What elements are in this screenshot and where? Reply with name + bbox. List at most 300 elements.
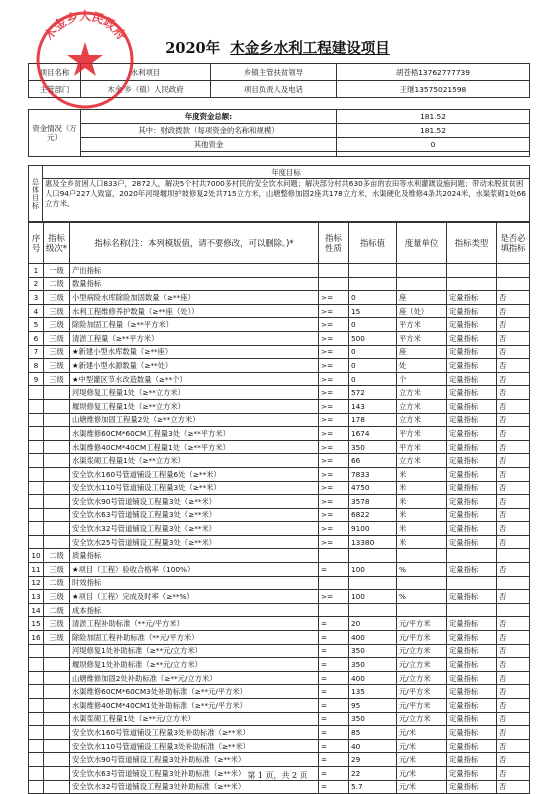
cell-level	[44, 427, 70, 441]
cell-level: 三级	[44, 590, 70, 604]
table-row	[29, 495, 530, 509]
project-name-value: 水利项目	[81, 64, 211, 81]
cell-unit: 立方米	[397, 413, 447, 427]
table-row	[29, 576, 530, 590]
cell-level	[44, 753, 70, 767]
cell-value: 13380	[349, 535, 397, 549]
cell-nature: =	[319, 671, 349, 685]
funds-label: 资金情况（万元）	[29, 110, 81, 157]
table-row	[29, 331, 530, 345]
cell-name: 安全饮水110号管道铺设工程量3处补助标准（≥**米）	[70, 739, 319, 753]
cell-seq	[29, 399, 44, 413]
cell-name: 水渠维修40CM*40CM工程量1处（≥**平方米）	[70, 440, 319, 454]
cell-unit	[397, 576, 447, 590]
table-row	[29, 318, 530, 332]
cell-seq	[29, 726, 44, 740]
cell-value: 0	[349, 372, 397, 386]
cell-level: 二级	[44, 549, 70, 563]
cell-nature: =	[319, 712, 349, 726]
table-row	[29, 780, 530, 794]
cell-name: 水渠浆砌工程量1处（≥**元/立方米）	[70, 712, 319, 726]
cell-level: 三级	[44, 631, 70, 645]
cell-level: 二级	[44, 576, 70, 590]
cell-nature: =	[319, 699, 349, 713]
cell-seq: 11	[29, 563, 44, 577]
header-nature: 指标性质	[319, 223, 349, 264]
cell-value: 400	[349, 671, 397, 685]
cell-type: 定量指标	[447, 712, 497, 726]
cell-type: 定量指标	[447, 766, 497, 780]
cell-level: 三级	[44, 318, 70, 332]
cell-type: 定量指标	[447, 427, 497, 441]
cell-level: 三级	[44, 359, 70, 373]
cell-type: 定量指标	[447, 726, 497, 740]
cell-name: 清淤工程量（≥**平方米）	[70, 331, 319, 345]
funds-table	[28, 109, 530, 157]
indicator-table	[28, 222, 530, 794]
cell-name: 水渠浆砌工程量1处（≥**立方米）	[70, 454, 319, 468]
cell-unit: 座	[397, 345, 447, 359]
cell-must: 否	[497, 712, 530, 726]
cell-must: 否	[497, 304, 530, 318]
cell-level	[44, 522, 70, 536]
table-row	[29, 508, 530, 522]
cell-name: 安全饮水90号管道铺设工程量3处（≥**米）	[70, 495, 319, 509]
page-footer: 第 1 页，共 2 页	[247, 771, 308, 780]
cell-type: 定量指标	[447, 331, 497, 345]
cell-value: 350	[349, 644, 397, 658]
cell-must: 否	[497, 658, 530, 672]
cell-unit: 米	[397, 522, 447, 536]
cell-nature: >=	[319, 386, 349, 400]
cell-seq: 14	[29, 603, 44, 617]
cell-seq	[29, 699, 44, 713]
cell-level	[44, 495, 70, 509]
table-row	[29, 699, 530, 713]
cell-type: 定量指标	[447, 644, 497, 658]
cell-name: 山塘维修加固2处补助标准（≥**元/立方米）	[70, 671, 319, 685]
cell-level	[44, 440, 70, 454]
goal-side-label: 总体目标	[29, 166, 43, 222]
cell-value	[349, 603, 397, 617]
fiscal-value: 181.52	[337, 124, 530, 138]
cell-must: 否	[497, 386, 530, 400]
cell-unit	[397, 549, 447, 563]
cell-name: 安全饮水32号管道铺设工程量3处（≥**米）	[70, 522, 319, 536]
cell-name: 时效指标	[70, 576, 319, 590]
cell-name: 堰坝修复工程量1处（≥**立方米）	[70, 399, 319, 413]
cell-name: 水渠维修60CM*60CM3处补助标准（≥**元/平方米）	[70, 685, 319, 699]
cell-level: 三级	[44, 291, 70, 305]
cell-unit: 米	[397, 508, 447, 522]
cell-nature: =	[319, 658, 349, 672]
cell-unit: 座（处）	[397, 304, 447, 318]
cell-level: 二级	[44, 277, 70, 291]
project-name-label: 项目名称	[29, 64, 81, 81]
cell-seq	[29, 386, 44, 400]
table-row	[29, 304, 530, 318]
cell-name: 山塘维修加固工程量2处（≥**立方米）	[70, 413, 319, 427]
header-value: 指标值	[349, 223, 397, 264]
cell-unit: 元/立方米	[397, 644, 447, 658]
table-row	[29, 454, 530, 468]
cell-must: 否	[497, 399, 530, 413]
cell-type: 定量指标	[447, 413, 497, 427]
seal-star-icon	[67, 42, 103, 76]
cell-must: 否	[497, 427, 530, 441]
dept-label: 主管部门	[29, 81, 81, 98]
cell-name: 除险加固工程量（≥**平方米）	[70, 318, 319, 332]
table-row	[29, 617, 530, 631]
cell-type: 定量指标	[447, 563, 497, 577]
cell-unit: 元/米	[397, 780, 447, 794]
cell-value: 7833	[349, 467, 397, 481]
cell-unit: 平方米	[397, 440, 447, 454]
cell-value: 40	[349, 739, 397, 753]
cell-nature: >=	[319, 372, 349, 386]
header-seq: 序号	[29, 223, 44, 264]
cell-nature: =	[319, 617, 349, 631]
header-must: 是否必填指标	[497, 223, 530, 264]
table-row	[29, 671, 530, 685]
table-row	[29, 372, 530, 386]
cell-value: 22	[349, 766, 397, 780]
cell-nature: =	[319, 739, 349, 753]
cell-must: 否	[497, 522, 530, 536]
cell-type	[447, 603, 497, 617]
cell-value: 3578	[349, 495, 397, 509]
cell-nature: >=	[319, 399, 349, 413]
cell-level	[44, 658, 70, 672]
owner-value: 王继13575021598	[337, 81, 530, 98]
table-row	[29, 291, 530, 305]
cell-nature: =	[319, 766, 349, 780]
cell-value: 0	[349, 345, 397, 359]
cell-must: 否	[497, 753, 530, 767]
cell-value: 100	[349, 563, 397, 577]
other-funds-value: 0	[337, 138, 530, 152]
cell-seq	[29, 427, 44, 441]
cell-nature: >=	[319, 345, 349, 359]
cell-type: 定量指标	[447, 454, 497, 468]
cell-name: 安全饮水90号管道铺设工程量3处补助标准（≥**米）	[70, 753, 319, 767]
table-row	[29, 535, 530, 549]
cell-seq	[29, 495, 44, 509]
cell-seq: 7	[29, 345, 44, 359]
cell-type: 定量指标	[447, 318, 497, 332]
cell-value: 500	[349, 331, 397, 345]
cell-type: 定量指标	[447, 508, 497, 522]
cell-type: 定量指标	[447, 780, 497, 794]
cell-must: 否	[497, 372, 530, 386]
cell-unit: 元/立方米	[397, 671, 447, 685]
cell-value: 15	[349, 304, 397, 318]
cell-level	[44, 685, 70, 699]
cell-name: 安全饮水25号管道铺设工程量3处（≥**米）	[70, 535, 319, 549]
cell-nature: =	[319, 753, 349, 767]
table-row	[29, 685, 530, 699]
cell-unit: 元/立方米	[397, 712, 447, 726]
other-funds-label: 其他资金	[81, 138, 337, 152]
cell-type: 定量指标	[447, 345, 497, 359]
cell-must: 否	[497, 467, 530, 481]
cell-nature: >=	[319, 318, 349, 332]
cell-type: 定量指标	[447, 753, 497, 767]
cell-type: 定量指标	[447, 631, 497, 645]
cell-unit	[397, 277, 447, 291]
cell-name: 数量指标	[70, 277, 319, 291]
cell-nature: >=	[319, 481, 349, 495]
cell-nature: =	[319, 563, 349, 577]
cell-unit: %	[397, 590, 447, 604]
cell-level	[44, 699, 70, 713]
table-row	[29, 522, 530, 536]
cell-nature: >=	[319, 454, 349, 468]
cell-must: 否	[497, 617, 530, 631]
cell-seq	[29, 658, 44, 672]
cell-unit: 平方米	[397, 427, 447, 441]
header-unit: 度量单位	[397, 223, 447, 264]
cell-unit: 米	[397, 535, 447, 549]
cell-seq	[29, 522, 44, 536]
cell-nature: >=	[319, 331, 349, 345]
cell-type: 定量指标	[447, 495, 497, 509]
table-row	[29, 440, 530, 454]
header-name: 指标名称(注：本列模版值，请不要修改，可以删除。)*	[70, 223, 319, 264]
cell-type: 定量指标	[447, 399, 497, 413]
cell-value: 0	[349, 291, 397, 305]
cell-seq	[29, 413, 44, 427]
cell-unit: 米	[397, 495, 447, 509]
cell-nature: >=	[319, 440, 349, 454]
cell-value: 100	[349, 590, 397, 604]
cell-unit: 元/米	[397, 753, 447, 767]
cell-level	[44, 386, 70, 400]
cell-name: 河堤修复工程量1处（≥**立方米）	[70, 386, 319, 400]
cell-must: 否	[497, 631, 530, 645]
cell-value: 178	[349, 413, 397, 427]
cell-level	[44, 644, 70, 658]
cell-must: 否	[497, 345, 530, 359]
cell-unit: 元/米	[397, 726, 447, 740]
cell-seq: 6	[29, 331, 44, 345]
cell-level	[44, 467, 70, 481]
cell-level	[44, 780, 70, 794]
cell-type	[447, 277, 497, 291]
cell-name: 安全饮水63号管道铺设工程量3处（≥**米）	[70, 508, 319, 522]
cell-level	[44, 712, 70, 726]
cell-nature: >=	[319, 590, 349, 604]
cell-seq	[29, 644, 44, 658]
cell-name: ★中型灌区节水改造数量（≥**个）	[70, 372, 319, 386]
cell-must: 否	[497, 671, 530, 685]
cell-type: 定量指标	[447, 535, 497, 549]
cell-type: 定量指标	[447, 699, 497, 713]
cell-name: 产出指标	[70, 264, 319, 278]
cell-seq	[29, 508, 44, 522]
cell-must: 否	[497, 454, 530, 468]
cell-nature: =	[319, 644, 349, 658]
cell-must	[497, 264, 530, 278]
table-row	[29, 549, 530, 563]
cell-seq: 15	[29, 617, 44, 631]
cell-value	[349, 576, 397, 590]
cell-level	[44, 454, 70, 468]
cell-value: 6822	[349, 508, 397, 522]
cell-nature: =	[319, 726, 349, 740]
cell-must: 否	[497, 413, 530, 427]
cell-nature	[319, 549, 349, 563]
cell-must: 否	[497, 508, 530, 522]
table-row	[29, 631, 530, 645]
cell-unit: 立方米	[397, 399, 447, 413]
goal-header: 年度目标	[43, 166, 530, 179]
cell-must	[497, 277, 530, 291]
cell-type: 定量指标	[447, 386, 497, 400]
table-row	[29, 277, 530, 291]
cell-nature: >=	[319, 535, 349, 549]
cell-unit: 平方米	[397, 331, 447, 345]
cell-type: 定量指标	[447, 590, 497, 604]
cell-name: 水渠维修60CM*60CM工程量3处（≥**平方米）	[70, 427, 319, 441]
official-seal	[33, 8, 137, 112]
cell-must: 否	[497, 318, 530, 332]
cell-must: 否	[497, 535, 530, 549]
cell-value: 350	[349, 658, 397, 672]
cell-unit: 平方米	[397, 318, 447, 332]
cell-seq: 2	[29, 277, 44, 291]
cell-nature: =	[319, 631, 349, 645]
cell-seq: 8	[29, 359, 44, 373]
cell-seq	[29, 671, 44, 685]
cell-name: ★项目（工程）验收合格率（100%）	[70, 563, 319, 577]
dept-value: 木金 乡（镇）人民政府	[81, 81, 211, 98]
cell-type: 定量指标	[447, 359, 497, 373]
cell-seq	[29, 739, 44, 753]
cell-nature: >=	[319, 495, 349, 509]
cell-value: 350	[349, 712, 397, 726]
cell-level: 一级	[44, 264, 70, 278]
cell-must	[497, 549, 530, 563]
table-row	[29, 753, 530, 767]
cell-unit	[397, 603, 447, 617]
header-type: 指标类型	[447, 223, 497, 264]
budget-label: 年度资金总额:	[81, 110, 337, 124]
table-row	[29, 413, 530, 427]
goal-table	[28, 165, 530, 222]
cell-seq	[29, 712, 44, 726]
cell-unit: 米	[397, 481, 447, 495]
cell-level	[44, 726, 70, 740]
cell-seq: 1	[29, 264, 44, 278]
cell-seq: 13	[29, 590, 44, 604]
cell-value	[349, 549, 397, 563]
cell-name: 安全饮水32号管道铺设工程量3处补助标准（≥**米）	[70, 780, 319, 794]
cell-must: 否	[497, 590, 530, 604]
cell-seq: 4	[29, 304, 44, 318]
page-title: 2020年 木金乡水利工程建设项目	[165, 40, 390, 57]
cell-name: 安全饮水160号管道铺设工程量6处（≥**米）	[70, 467, 319, 481]
cell-value: 400	[349, 631, 397, 645]
cell-value: 0	[349, 318, 397, 332]
cell-type: 定量指标	[447, 522, 497, 536]
cell-name: 清淤工程补助标准（**元/平方米）	[70, 617, 319, 631]
budget-value: 181.52	[337, 110, 530, 124]
cell-type: 定量指标	[447, 291, 497, 305]
cell-seq	[29, 467, 44, 481]
cell-nature: >=	[319, 413, 349, 427]
cell-seq	[29, 440, 44, 454]
table-row	[29, 264, 530, 278]
cell-unit: 元/平方米	[397, 685, 447, 699]
cell-value: 135	[349, 685, 397, 699]
cell-seq: 10	[29, 549, 44, 563]
cell-value: 20	[349, 617, 397, 631]
cell-name: 堰坝修复1处补助标准（≥**元/立方米）	[70, 658, 319, 672]
cell-value: 29	[349, 753, 397, 767]
cell-level: 三级	[44, 617, 70, 631]
owner-label: 项目负责人及电话	[211, 81, 337, 98]
table-row	[29, 644, 530, 658]
cell-type: 定量指标	[447, 467, 497, 481]
cell-seq	[29, 753, 44, 767]
cell-unit: %	[397, 563, 447, 577]
cell-seq	[29, 780, 44, 794]
cell-type	[447, 264, 497, 278]
cell-type: 定量指标	[447, 440, 497, 454]
cell-must: 否	[497, 495, 530, 509]
cell-must: 否	[497, 481, 530, 495]
cell-nature	[319, 576, 349, 590]
cell-must: 否	[497, 739, 530, 753]
cell-name: ★新建小型水源数量（≥**处）	[70, 359, 319, 373]
cell-name: 安全饮水110号管道铺设工程量3处（≥**米）	[70, 481, 319, 495]
cell-unit: 元/平方米	[397, 617, 447, 631]
cell-value: 5.7	[349, 780, 397, 794]
cell-nature: >=	[319, 291, 349, 305]
table-row	[29, 563, 530, 577]
dept-head-value: 胡苍梧13762777739	[337, 64, 530, 81]
cell-type	[447, 576, 497, 590]
cell-value: 0	[349, 359, 397, 373]
cell-level: 二级	[44, 603, 70, 617]
table-row	[29, 345, 530, 359]
cell-value: 572	[349, 386, 397, 400]
table-row	[29, 712, 530, 726]
cell-seq: 9	[29, 372, 44, 386]
cell-nature: >=	[319, 508, 349, 522]
cell-must: 否	[497, 644, 530, 658]
table-row	[29, 399, 530, 413]
cell-name: 水渠维修40CM*40CM1处补助标准（≥**元/平方米）	[70, 699, 319, 713]
cell-nature: >=	[319, 359, 349, 373]
cell-level	[44, 535, 70, 549]
cell-name: ★项目（工程）完成及时率（≥**%）	[70, 590, 319, 604]
table-row	[29, 603, 530, 617]
cell-level	[44, 508, 70, 522]
cell-name: ★新建小型水库数量（≥**座）	[70, 345, 319, 359]
cell-must: 否	[497, 291, 530, 305]
cell-seq: 12	[29, 576, 44, 590]
cell-must: 否	[497, 766, 530, 780]
dept-head-label: 乡镇主管扶贫领导	[211, 64, 337, 81]
cell-type: 定量指标	[447, 304, 497, 318]
cell-value: 9100	[349, 522, 397, 536]
cell-level: 三级	[44, 372, 70, 386]
cell-level: 三级	[44, 345, 70, 359]
cell-must: 否	[497, 359, 530, 373]
cell-unit: 元/米	[397, 766, 447, 780]
